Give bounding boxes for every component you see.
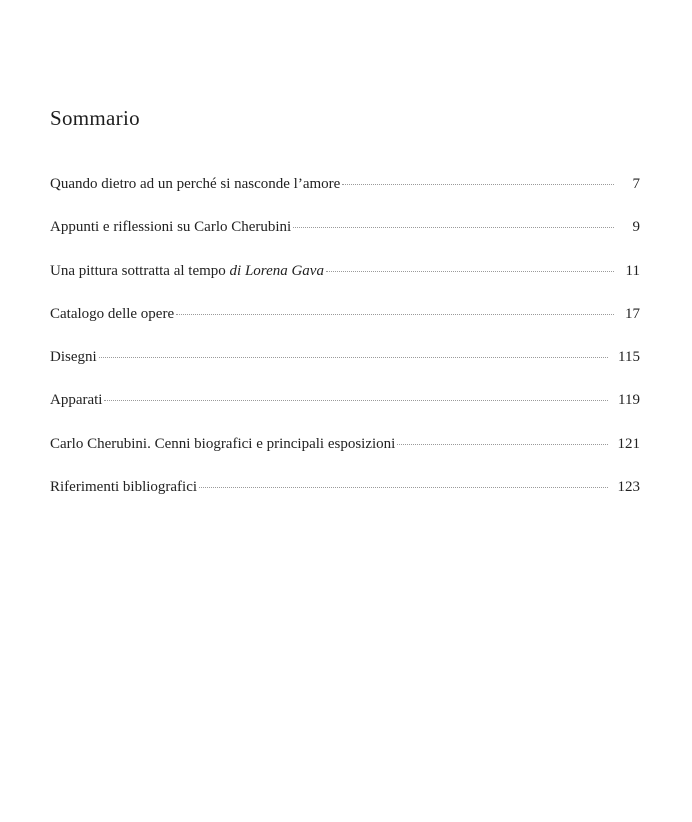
page-title: Sommario	[50, 106, 140, 131]
toc-entry-title: Apparati	[50, 392, 103, 409]
toc-entry[interactable]	[50, 263, 640, 306]
toc-entry-title: Una pittura sottratta al tempo di Lorena Gava	[50, 262, 324, 279]
dot-leader	[397, 444, 607, 445]
toc-entry-title: Appunti e riflessioni su Carlo Cherubini	[50, 219, 292, 236]
dot-leader	[293, 227, 614, 228]
dot-leader	[99, 357, 608, 358]
dot-leader	[176, 314, 614, 315]
toc-entry[interactable]	[50, 219, 640, 262]
toc-entry[interactable]	[50, 436, 640, 479]
toc-entry-title: Quando dietro ad un perché si nasconde l’amore	[50, 176, 341, 192]
toc-entry-title: Riferimenti bibliografici	[50, 479, 198, 496]
table-of-contents	[50, 176, 640, 522]
dot-leader	[199, 487, 607, 488]
toc-entry-author: di Lorena Gava	[229, 262, 324, 279]
dot-leader	[342, 184, 614, 185]
toc-entry-title: Catalogo delle opere	[50, 305, 175, 322]
toc-entry-page: 7	[632, 176, 640, 192]
toc-entry[interactable]	[50, 349, 640, 392]
toc-entry-page: 17	[625, 305, 640, 322]
toc-entry[interactable]	[50, 176, 640, 219]
toc-entry-page: 115	[618, 349, 640, 366]
toc-entry-title: Disegni	[50, 349, 97, 366]
toc-entry-page: 123	[617, 479, 640, 496]
toc-entry[interactable]	[50, 479, 640, 522]
toc-entry-page: 11	[625, 262, 640, 279]
dot-leader	[104, 400, 608, 401]
toc-entry-page: 119	[618, 392, 640, 409]
dot-leader	[326, 271, 614, 272]
toc-entry-page: 9	[632, 219, 640, 236]
toc-entry-title: Carlo Cherubini. Cenni biografici e principali esposizioni	[50, 435, 396, 452]
toc-entry[interactable]	[50, 306, 640, 349]
toc-entry-page: 121	[617, 435, 640, 452]
toc-entry[interactable]	[50, 392, 640, 435]
